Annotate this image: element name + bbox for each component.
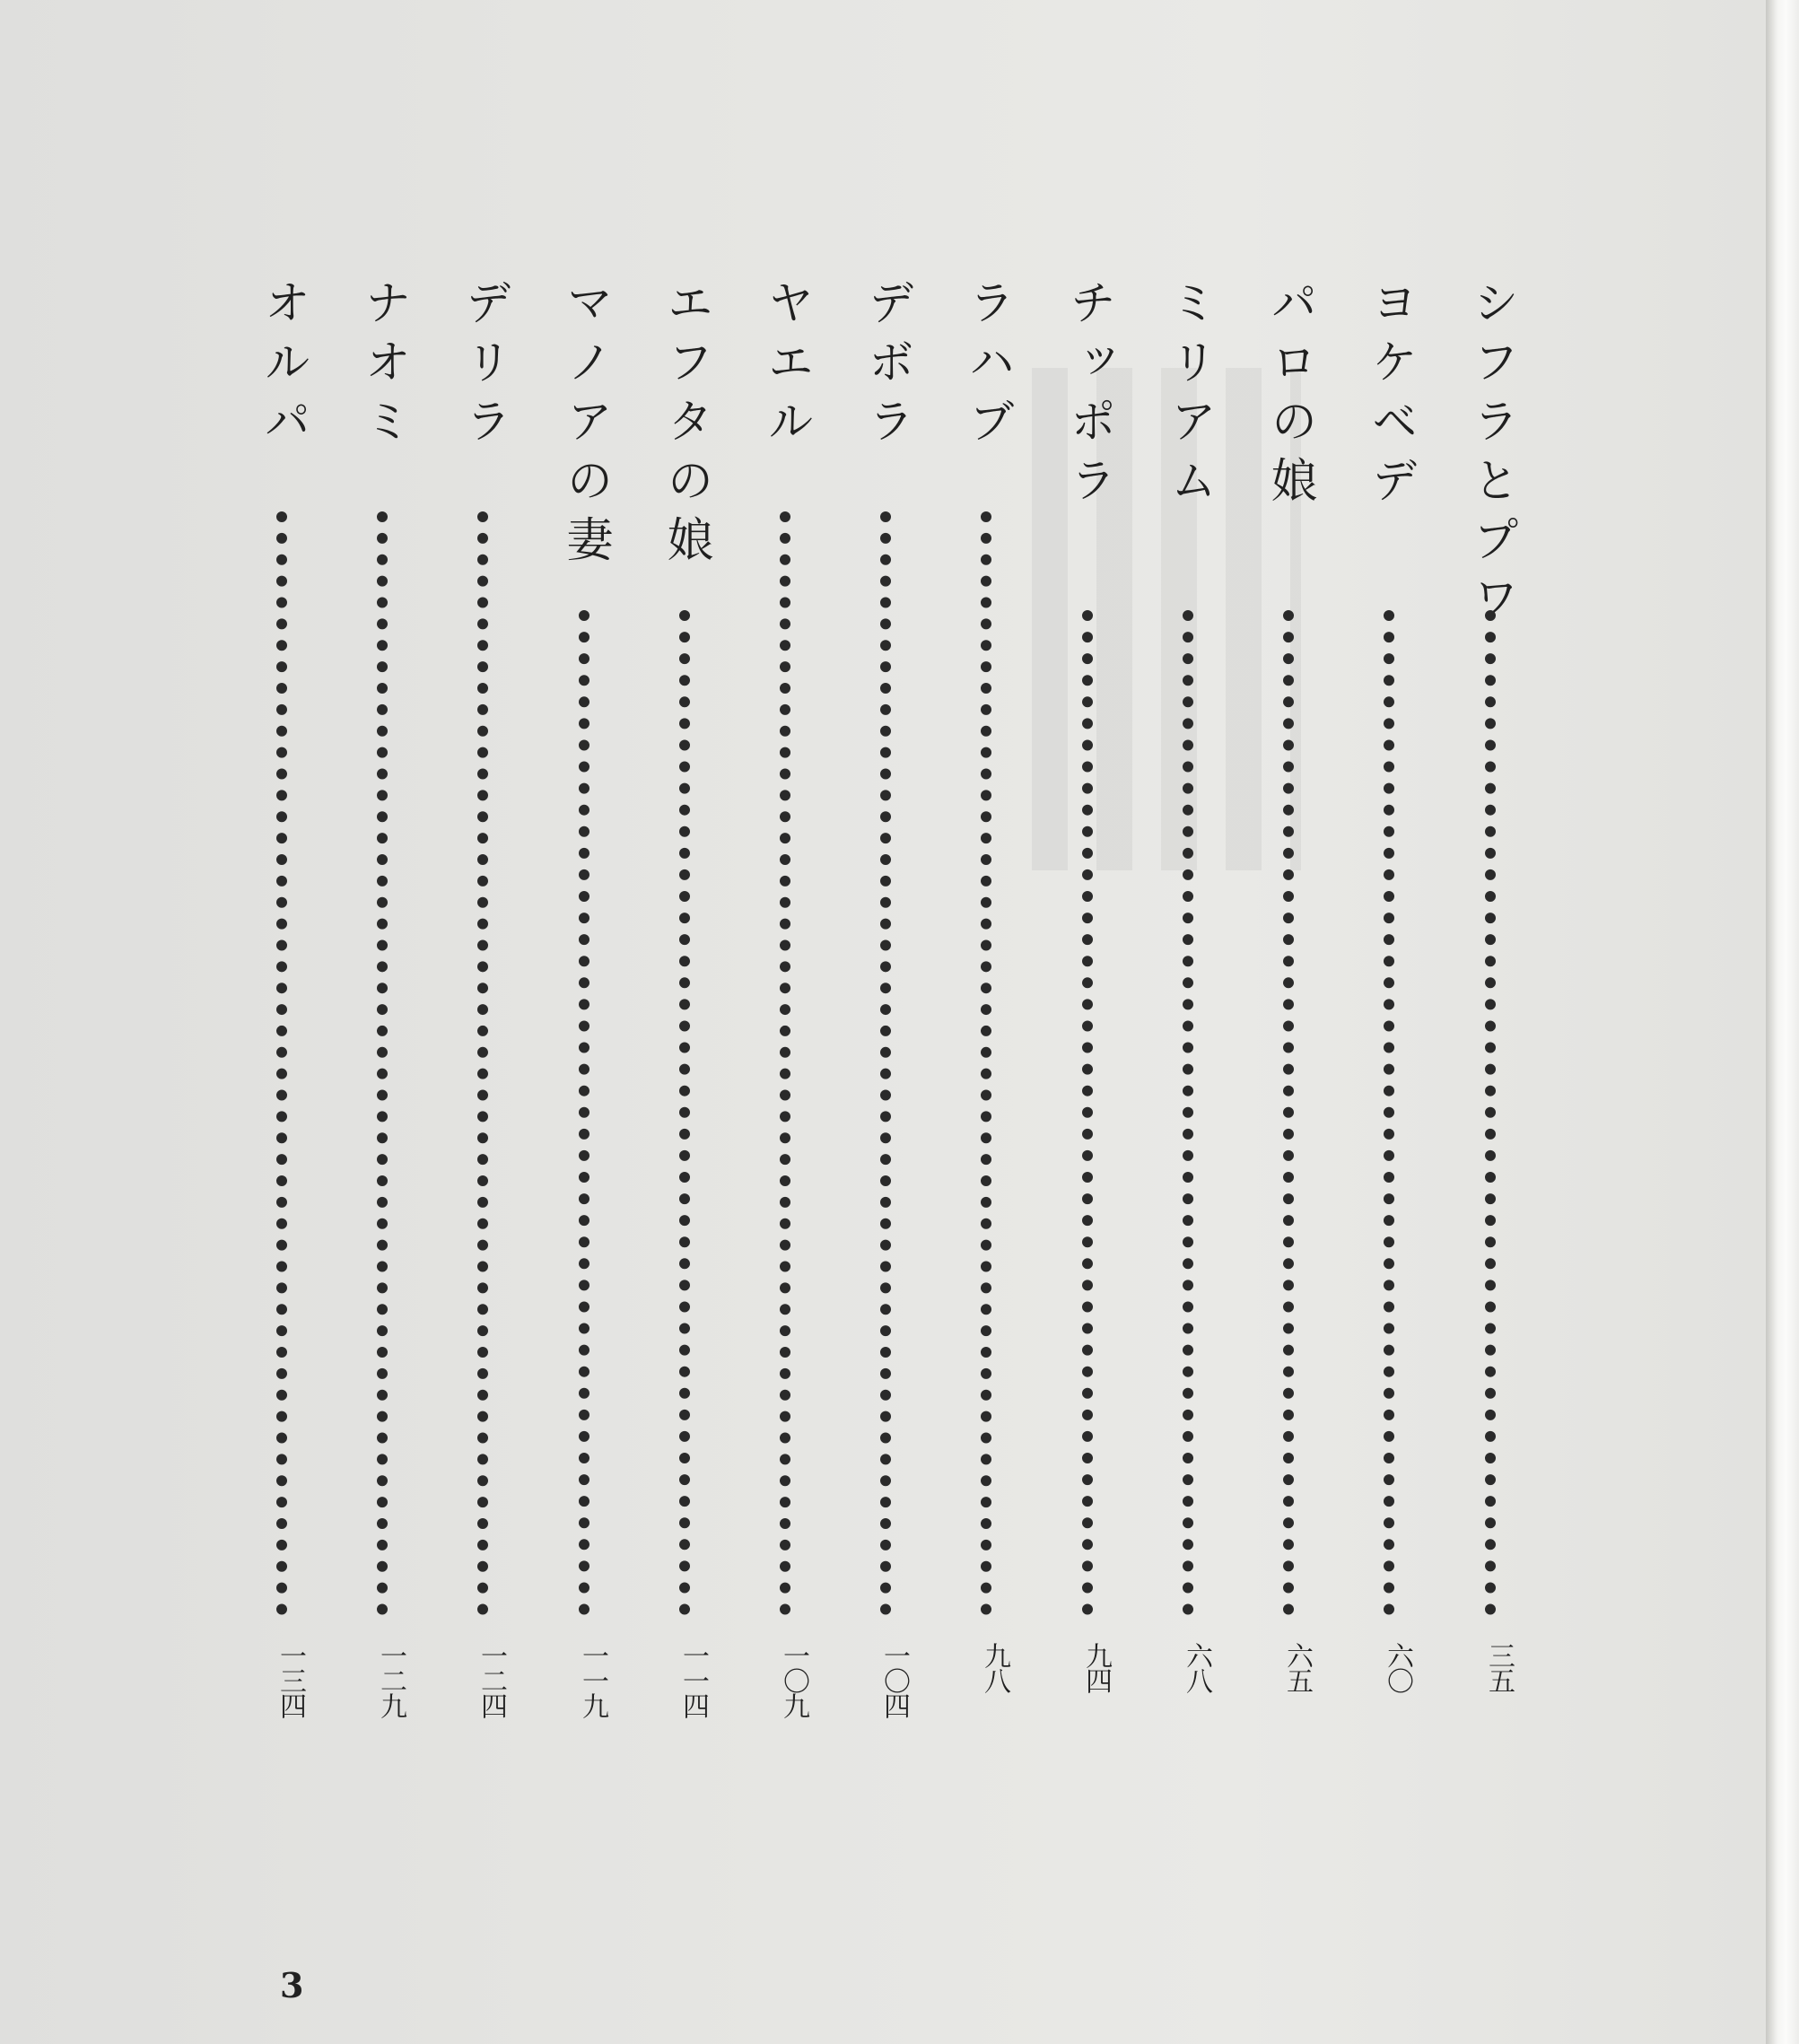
toc-entry-page: 一〇四	[878, 1642, 910, 1717]
toc-entry-title: シフラとプワ	[1464, 278, 1518, 633]
toc-entry-page: 六五	[1281, 1642, 1313, 1692]
toc-entry	[1459, 278, 1524, 1750]
toc-entry	[854, 278, 919, 1750]
toc-entry-title: ミリアム	[1162, 278, 1216, 515]
toc-entry-title: エフタの娘	[659, 278, 712, 574]
dot-leader	[679, 610, 703, 1615]
toc-entry	[1157, 278, 1221, 1750]
toc-entry-title: オルパ	[256, 278, 310, 456]
toc-entry-title: デボラ	[860, 278, 913, 456]
toc-entry-page: 九四	[1080, 1642, 1112, 1692]
next-page-edge	[1766, 0, 1799, 2044]
toc-entry-page: 六〇	[1382, 1642, 1413, 1692]
toc-entry-title: ヨケベデ	[1363, 278, 1417, 515]
toc-entry-page: 六八	[1181, 1642, 1212, 1692]
page-number: 3	[280, 1965, 304, 2005]
toc-entry	[754, 278, 818, 1750]
dot-leader	[477, 511, 501, 1615]
dot-leader	[1082, 610, 1105, 1615]
dot-leader	[1384, 610, 1407, 1615]
toc-entry	[351, 278, 415, 1750]
toc-entry-title: ヤエル	[759, 278, 813, 456]
dot-leader	[1485, 610, 1508, 1615]
toc-entry-title: パロの娘	[1262, 278, 1316, 515]
toc-entry-title: ラハブ	[960, 278, 1014, 456]
dot-leader	[780, 511, 803, 1615]
toc-entry-page: 一一四	[677, 1642, 709, 1717]
dot-leader	[1283, 610, 1306, 1615]
toc-entry	[653, 278, 718, 1750]
toc-entry	[1257, 278, 1322, 1750]
dot-leader	[579, 610, 602, 1615]
dot-leader	[880, 511, 904, 1615]
toc-entry-page: 一三四	[275, 1642, 306, 1717]
toc-entry	[1358, 278, 1422, 1750]
toc-entry-page: 三五	[1483, 1642, 1515, 1692]
toc-entry	[553, 278, 617, 1750]
table-of-contents	[0, 278, 1766, 1750]
toc-entry-title: チッポラ	[1061, 278, 1115, 515]
toc-entry-title: マノアの妻	[558, 278, 612, 574]
toc-entry	[1056, 278, 1121, 1750]
dot-leader	[1183, 610, 1206, 1615]
toc-entry-page: 一二四	[476, 1642, 507, 1717]
toc-entry	[955, 278, 1019, 1750]
toc-entry-page: 一一九	[577, 1642, 608, 1717]
toc-entry	[250, 278, 315, 1750]
toc-entry-page: 九八	[979, 1642, 1010, 1692]
dot-leader	[276, 511, 300, 1615]
toc-entry-page: 一〇九	[778, 1642, 809, 1717]
toc-entry	[451, 278, 516, 1750]
toc-entry-title: デリラ	[457, 278, 511, 456]
toc-entry-page: 一二九	[375, 1642, 406, 1717]
dot-leader	[377, 511, 400, 1615]
dot-leader	[981, 511, 1004, 1615]
toc-entry-title: ナオミ	[356, 278, 410, 456]
